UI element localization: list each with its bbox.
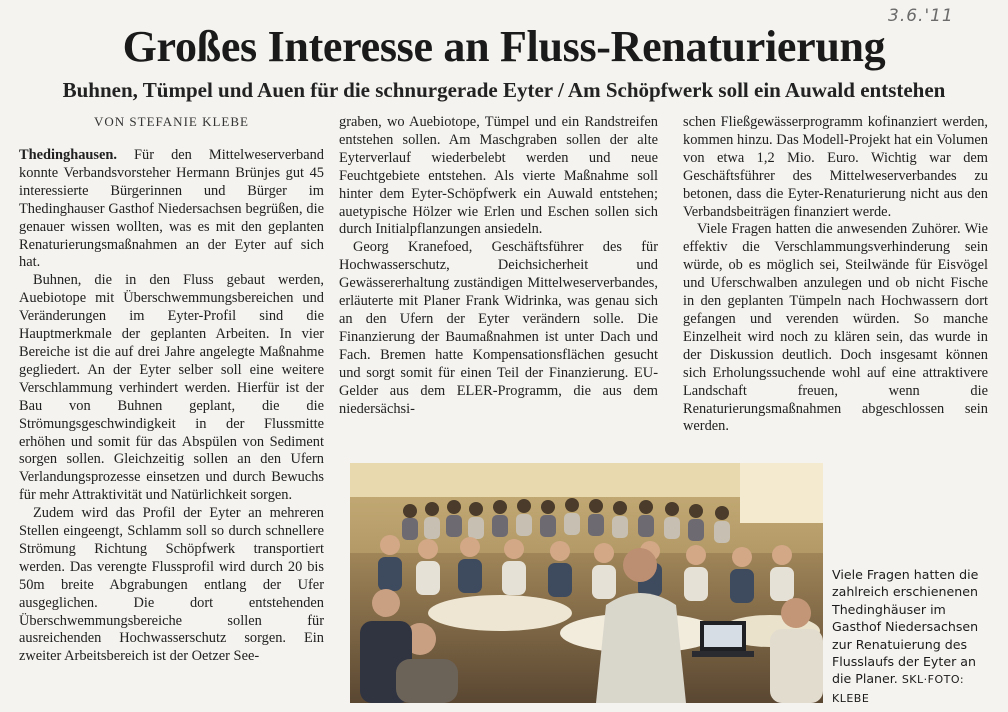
article-column-1 bbox=[19, 147, 324, 666]
meeting-photo bbox=[350, 463, 823, 703]
subheadline: Buhnen, Tümpel und Auen für die schnurgerade Eyter / Am Schöpfwerk soll ein Auwald entstehen bbox=[62, 78, 946, 102]
column3-paragraph-1: schen Fließgewässerprogramm kofinanziert werden, kommen hinzu. Das Modell-Projekt hat ein Volumen von etwa 1,2 Mio. Euro. Wichtig war dem Geschäftsführer des Mittelweserverbandes zu betonen, dass die Eyter-Renaturierung nicht aus den Verbandsbeiträgen finanziert werde. bbox=[683, 114, 988, 220]
meeting-photo-illustration bbox=[350, 463, 823, 703]
column1-paragraph-2: Buhnen, die in den Fluss gebaut werden, Auebiotope mit Überschwemmungsbereichen und Veränderungen im Eyter-Profil sind die Hauptmerkmale der geplanten Arbeiten. In vier Bereiche ist die auf drei Jahre angelegte Maßnahme gegliedert. An der Eyter selber soll eine weitere Verschlammung verhindert werden. Hierfür ist der Bau von Buhnen geplant, die die Strömungsgeschwindigkeit in der Flussmitte erhöhen und somit für das Abspülen von Sediment sorgen sollen. Gleichzeitig sollen an den Ufern Verlandungsprozesse einsetzen und durch Bewuchs für mehr Attraktivität und Natürlichkeit sorgen. bbox=[19, 272, 324, 504]
photo-caption bbox=[832, 566, 992, 707]
article-column-3 bbox=[683, 114, 988, 436]
article-column-2 bbox=[339, 114, 658, 418]
column3-paragraph-2: Viele Fragen hatten die anwesenden Zuhörer. Wie effektiv die Verschlammungsverhinderung sein würde, ob es möglich sei, Steilwände für Eisvögel und Uferschwalben anzulegen und ob nicht Fische in den geplanten Tümpeln nach Hochwassern dort gefangen und verenden würden. So manche Einzelheit wird noch zu klären sein, das wurde in der Diskussion deutlich. Doch insgesamt können sich Erholungssuchende wohl auf eine attraktivere Landschaft freuen, wenn die Renaturierungsmaßnahmen abgeschlossen sein werden. bbox=[683, 221, 988, 435]
byline: VON STEFANIE KLEBE bbox=[94, 114, 249, 129]
column1-paragraph-3: Zudem wird das Profil der Eyter an mehreren Stellen eingeengt, Schlamm soll so durch schnellere Strömung Richtung Schöpfwerk transportiert werden. Das verengte Flussprofil wird durch 20 bis 50m breite Abgrabungen entlang der Ufer ausgeglichen. Die dort entstehenden Überschwemmungsbereiche sollen für ausreichenden Hochwasserschutz sorgen. Ein zweiter Arbeitsbereich ist der Oetzer See- bbox=[19, 505, 324, 665]
column2-paragraph-1: graben, wo Auebiotope, Tümpel und ein Randstreifen entstehen sollen. Am Maschgraben sollen der alte Eyterverlauf wiederbelebt werden und neue Feuchtgebiete entstehen. Als vierte Maßnahme soll hinter dem Eyter-Schöpfwerk ein Auwald entstehen; auetypische Hölzer wie Erlen und Eschen sollen sich durch Initialpflanzungen ansiedeln. bbox=[339, 114, 658, 238]
column1-paragraph-1-text: Für den Mittelweserverband konnte Verbandsvorsteher Hermann Brünjes gut 45 interessierte Bürgerinnen und Bürger im Thedinghauser Gasthof Niedersachsen begrüßen, die genauer wissen wollten, was es mit den geplanten Renaturierungsmaßnahmen an der Eyter auf sich hat. bbox=[19, 147, 324, 271]
handwritten-date: 3.6.'11 bbox=[888, 6, 954, 26]
dateline-place: Thedinghausen. bbox=[19, 147, 117, 163]
column1-paragraph-1 bbox=[19, 147, 324, 272]
headline: Großes Interesse an Fluss-Renaturierung bbox=[122, 22, 886, 71]
photo-caption-text: Viele Fragen hatten die zahlreich erschienenen Thedinghäuser im Gasthof Niedersachsen zur Renatuierung des Flusslaufs der Eyter an die Planer. bbox=[832, 567, 979, 687]
column2-paragraph-2: Georg Kranefoed, Geschäftsführer des für Hochwasserschutz, Deichsicherheit und Gewässererhaltung zuständigen Mittelweserverbandes, erläuterte mit Planer Frank Widrinka, was genau sich an den Ufern der Eyter verändern solle. Die Finanzierung der Baumaßnahmen ist unter Dach und Fach. Bremen hatte Kompensationsflächen gesucht und sorgt somit für einen Teil der Finanzierung. EU-Gelder aus dem ELER-Programm, die aus dem niedersächsi- bbox=[339, 239, 658, 417]
photo-credit: SKL·FOTO: KLEBE bbox=[832, 673, 965, 705]
